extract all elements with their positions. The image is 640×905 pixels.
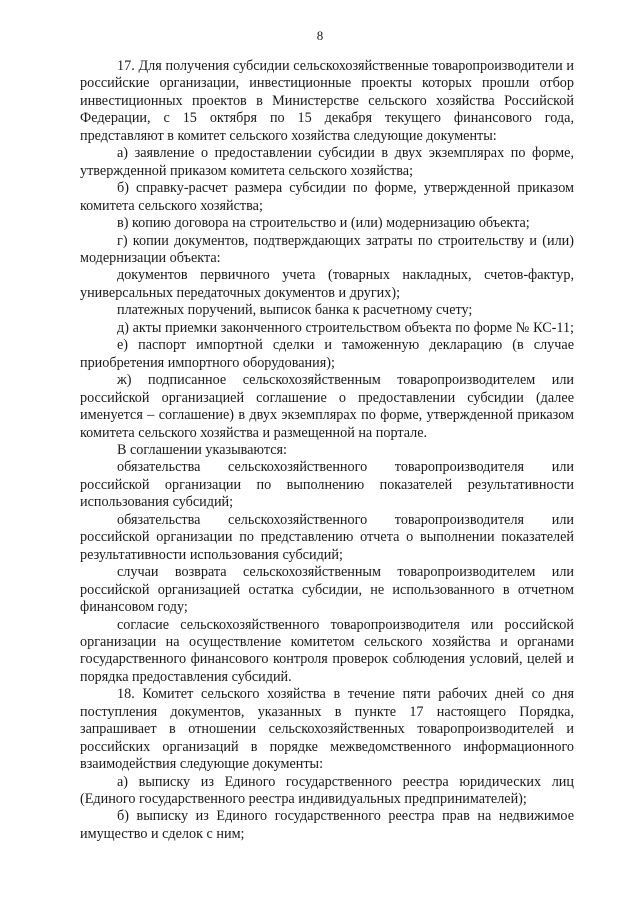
list-item-v: в) копию договора на строительство и (или) модернизацию объекта; [117,215,530,232]
list-item-d: д) акты приемки законченного строительством объекта по форме № КС-11; [117,319,574,336]
list-item-a: а) заявление о предоставлении субсидии в двух экземплярах по форме, утвержденной приказом комитета сельского хозяйства; [80,145,574,179]
document-body [80,58,574,843]
agreement-item-performance: обязательства сельскохозяйственного товаропроизводителя или российской организации по выполнению показателей результативности использования субсидий; [80,459,574,511]
list-item-g: г) копии документов, подтверждающих затраты по строительству и (или) модернизации объекта: [80,232,574,266]
page-number: 8 [316,28,324,43]
agreement-item-refund: случаи возврата сельскохозяйственным товаропроизводителем или российской организацией остатка субсидии, не использованного в отчетном финансовом году; [80,564,574,616]
request-item-a: а) выписку из Единого государственного реестра юридических лиц (Единого государственного реестра индивидуальных предпринимателей); [80,773,574,808]
paragraph-18-intro: 18. Комитет сельского хозяйства в течение пяти рабочих дней со дня поступления документов, указанных в пункте 17 настоящего Порядка, запрашивает в отношении сельскохозяйственных товаропроизводителей и российских организаций в порядке межведомственного информационного взаимодействия следующие документы: [80,686,574,773]
list-item-e: е) паспорт импортной сделки и таможенную декларацию (в случае приобретения импортного оборудования); [80,337,574,371]
request-item-b: б) выписку из Единого государственного реестра прав на недвижимое имущество и сделок с ним; [80,808,574,842]
sub-item-payment-orders: платежных поручений, выписок банка к расчетному счету; [117,302,473,319]
agreement-item-report: обязательства сельскохозяйственного товаропроизводителя или российской организации по представлению отчета о выполнении показателей результативности использования субсидий; [80,511,574,563]
paragraph-17-intro: 17. Для получения субсидии сельскохозяйственные товаропроизводители и российские организации, инвестиционные проекты которых прошли отбор инвестиционных проектов в Министерстве сельского хозяйства Российской Федерации, с 15 октября по 15 декабря текущего финансового года, представляют в комитет сельского хозяйства следующие документы: [80,58,574,144]
list-item-zh: ж) подписанное сельскохозяйственным товаропроизводителем или российской организацией соглашение о предоставлении субсидии (далее именуется – соглашение) в двух экземплярах по форме, утвержденной приказом комитета сельского хозяйства и размещенной на портале. [80,372,574,441]
list-item-b: б) справку-расчет размера субсидии по форме, утвержденной приказом комитета сельского хозяйства; [80,180,574,214]
sub-item-primary-docs: документов первичного учета (товарных накладных, счетов-фактур, универсальных передаточных документов и других); [80,267,574,301]
agreement-heading: В соглашении указываются: [117,441,287,458]
agreement-item-consent: согласие сельскохозяйственного товаропроизводителя или российской организации на осуществление комитетом сельского хозяйства и органами государственного финансового контроля проверок соблюдения условий, целей и порядка предоставления субсидий. [80,616,574,685]
